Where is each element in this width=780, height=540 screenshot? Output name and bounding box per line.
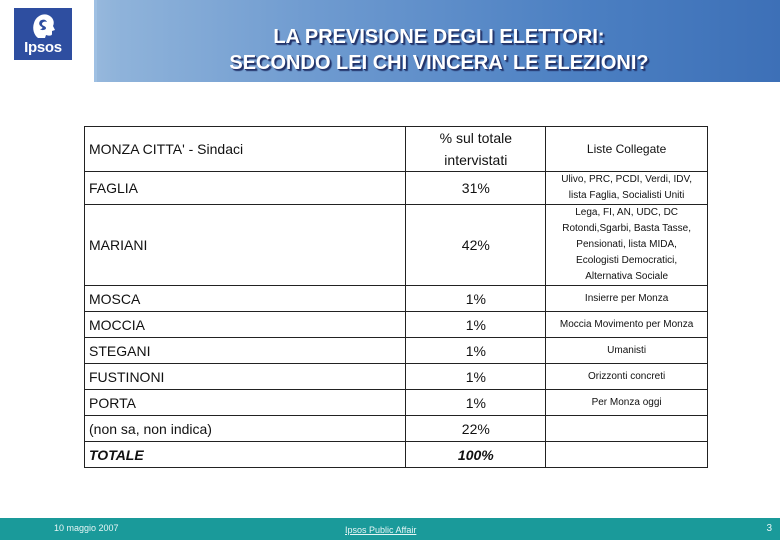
header-banner bbox=[0, 0, 780, 82]
candidate-lists: Per Monza oggi bbox=[546, 390, 708, 416]
candidate-lists: Insierre per Monza bbox=[546, 286, 708, 312]
candidate-pct: 31% bbox=[406, 172, 546, 205]
candidate-lists: Umanisti bbox=[546, 338, 708, 364]
total-row bbox=[85, 442, 708, 468]
list-line: Lega, FI, AN, UDC, DC bbox=[575, 207, 679, 218]
list-line: Alternativa Sociale bbox=[585, 271, 669, 282]
candidate-pct: 1% bbox=[406, 390, 546, 416]
candidate-name: STEGANI bbox=[85, 338, 406, 364]
table-row bbox=[85, 205, 708, 286]
results-table bbox=[84, 126, 708, 468]
header-percentage-line-1: % sul totale bbox=[439, 130, 512, 146]
candidate-lists: Moccia Movimento per Monza bbox=[546, 312, 708, 338]
footer-company-link[interactable]: Ipsos Public Affair bbox=[345, 525, 417, 535]
candidate-lists bbox=[546, 416, 708, 442]
footer-date: 10 maggio 2007 bbox=[54, 523, 119, 533]
table-row bbox=[85, 312, 708, 338]
candidate-name: MOSCA bbox=[85, 286, 406, 312]
header-lists: Liste Collegate bbox=[546, 127, 708, 172]
candidate-lists: Orizzonti concreti bbox=[546, 364, 708, 390]
title-line-2: SECONDO LEI CHI VINCERA' LE ELEZIONI? bbox=[229, 52, 649, 74]
table-header-row bbox=[85, 127, 708, 172]
table-row bbox=[85, 364, 708, 390]
header-percentage-line-2: intervistati bbox=[444, 152, 508, 168]
header-candidates: MONZA CITTA' - Sindaci bbox=[85, 127, 406, 172]
candidate-name: MOCCIA bbox=[85, 312, 406, 338]
footer-bar bbox=[0, 518, 780, 540]
candidate-pct: 1% bbox=[406, 364, 546, 390]
head-silhouette-icon bbox=[28, 11, 58, 41]
title-line-1: LA PREVISIONE DEGLI ELETTORI: bbox=[273, 26, 605, 48]
logo-area bbox=[0, 0, 97, 82]
candidate-pct: 1% bbox=[406, 286, 546, 312]
header-percentage bbox=[406, 127, 546, 172]
page-number: 3 bbox=[766, 523, 772, 534]
total-pct: 100% bbox=[406, 442, 546, 468]
total-lists bbox=[546, 442, 708, 468]
table-row bbox=[85, 390, 708, 416]
table-row bbox=[85, 286, 708, 312]
list-line: Rotondi,Sgarbi, Basta Tasse, bbox=[562, 223, 691, 234]
page-title bbox=[98, 24, 780, 76]
candidate-name: MARIANI bbox=[85, 205, 406, 286]
candidate-pct: 42% bbox=[406, 205, 546, 286]
logo-text: Ipsos bbox=[24, 39, 62, 56]
candidate-name: FUSTINONI bbox=[85, 364, 406, 390]
table-row bbox=[85, 338, 708, 364]
table-row bbox=[85, 172, 708, 205]
list-line: Ecologisti Democratici, bbox=[576, 255, 678, 266]
candidate-lists bbox=[546, 205, 708, 286]
list-line: Pensionati, lista MIDA, bbox=[576, 239, 677, 250]
candidate-lists bbox=[546, 172, 708, 205]
candidate-name: (non sa, non indica) bbox=[85, 416, 406, 442]
table-row bbox=[85, 416, 708, 442]
candidate-name: PORTA bbox=[85, 390, 406, 416]
candidate-pct: 1% bbox=[406, 312, 546, 338]
list-line: lista Faglia, Socialisti Uniti bbox=[568, 190, 685, 201]
total-label: TOTALE bbox=[85, 442, 406, 468]
ipsos-logo bbox=[14, 8, 72, 60]
candidate-pct: 1% bbox=[406, 338, 546, 364]
candidate-name: FAGLIA bbox=[85, 172, 406, 205]
candidate-pct: 22% bbox=[406, 416, 546, 442]
list-line: Ulivo, PRC, PCDI, Verdi, IDV, bbox=[561, 174, 692, 185]
